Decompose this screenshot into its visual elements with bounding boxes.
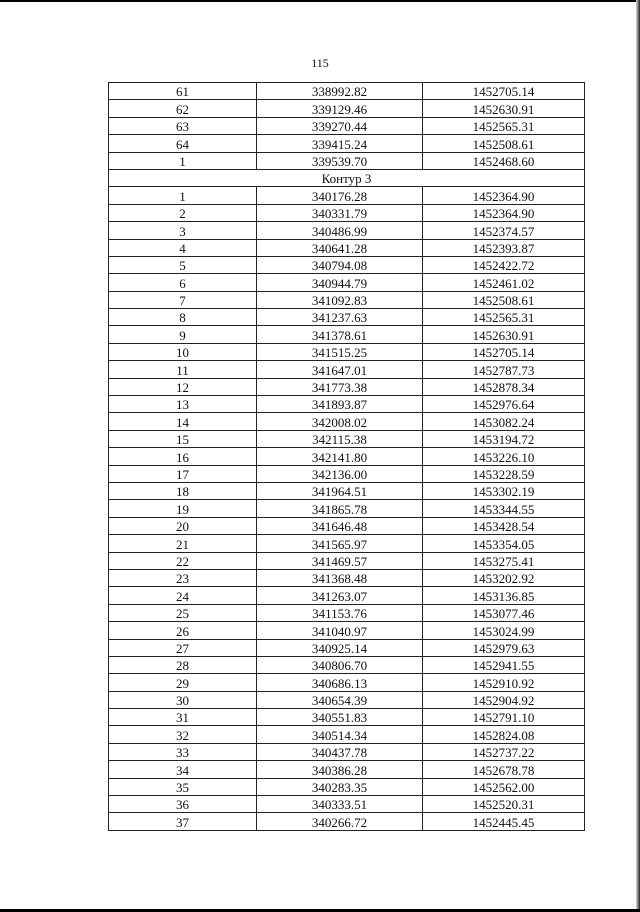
y-coordinate-cell: 1452364.90 bbox=[423, 204, 585, 221]
y-coordinate-cell: 1452941.55 bbox=[423, 656, 585, 673]
x-coordinate-cell: 339539.70 bbox=[257, 152, 423, 169]
y-coordinate-cell: 1452824.08 bbox=[423, 726, 585, 743]
x-coordinate-cell: 340686.13 bbox=[257, 674, 423, 691]
y-coordinate-cell: 1453226.10 bbox=[423, 448, 585, 465]
point-number-cell: 64 bbox=[109, 135, 257, 152]
y-coordinate-cell: 1452565.31 bbox=[423, 117, 585, 134]
x-coordinate-cell: 338992.82 bbox=[257, 83, 423, 100]
table-row bbox=[109, 187, 585, 204]
table-row bbox=[109, 256, 585, 273]
y-coordinate-cell: 1453275.41 bbox=[423, 552, 585, 569]
x-coordinate-cell: 341565.97 bbox=[257, 535, 423, 552]
table-row bbox=[109, 204, 585, 221]
y-coordinate-cell: 1452910.92 bbox=[423, 674, 585, 691]
point-number-cell: 21 bbox=[109, 535, 257, 552]
point-number-cell: 27 bbox=[109, 639, 257, 656]
point-number-cell: 61 bbox=[109, 83, 257, 100]
point-number-cell: 2 bbox=[109, 204, 257, 221]
point-number-cell: 31 bbox=[109, 709, 257, 726]
x-coordinate-cell: 341263.07 bbox=[257, 587, 423, 604]
x-coordinate-cell: 341378.61 bbox=[257, 326, 423, 343]
x-coordinate-cell: 342115.38 bbox=[257, 430, 423, 447]
x-coordinate-cell: 340437.78 bbox=[257, 743, 423, 760]
x-coordinate-cell: 341646.48 bbox=[257, 517, 423, 534]
point-number-cell: 15 bbox=[109, 430, 257, 447]
point-number-cell: 8 bbox=[109, 309, 257, 326]
y-coordinate-cell: 1452520.31 bbox=[423, 796, 585, 813]
x-coordinate-cell: 340925.14 bbox=[257, 639, 423, 656]
point-number-cell: 18 bbox=[109, 482, 257, 499]
x-coordinate-cell: 340386.28 bbox=[257, 761, 423, 778]
y-coordinate-cell: 1452787.73 bbox=[423, 361, 585, 378]
table-row bbox=[109, 274, 585, 291]
table-row bbox=[109, 761, 585, 778]
y-coordinate-cell: 1452979.63 bbox=[423, 639, 585, 656]
x-coordinate-cell: 340514.34 bbox=[257, 726, 423, 743]
x-coordinate-cell: 341515.25 bbox=[257, 343, 423, 360]
y-coordinate-cell: 1453302.19 bbox=[423, 482, 585, 499]
point-number-cell: 9 bbox=[109, 326, 257, 343]
table-row bbox=[109, 83, 585, 100]
table-row bbox=[109, 482, 585, 499]
y-coordinate-cell: 1452393.87 bbox=[423, 239, 585, 256]
x-coordinate-cell: 340641.28 bbox=[257, 239, 423, 256]
x-coordinate-cell: 340176.28 bbox=[257, 187, 423, 204]
y-coordinate-cell: 1452737.22 bbox=[423, 743, 585, 760]
point-number-cell: 7 bbox=[109, 291, 257, 308]
x-coordinate-cell: 339129.46 bbox=[257, 100, 423, 117]
point-number-cell: 28 bbox=[109, 656, 257, 673]
table-row bbox=[109, 500, 585, 517]
point-number-cell: 14 bbox=[109, 413, 257, 430]
point-number-cell: 62 bbox=[109, 100, 257, 117]
y-coordinate-cell: 1453077.46 bbox=[423, 604, 585, 621]
table-row bbox=[109, 517, 585, 534]
point-number-cell: 19 bbox=[109, 500, 257, 517]
table-row bbox=[109, 239, 585, 256]
y-coordinate-cell: 1453024.99 bbox=[423, 622, 585, 639]
table-row bbox=[109, 587, 585, 604]
y-coordinate-cell: 1453344.55 bbox=[423, 500, 585, 517]
point-number-cell: 16 bbox=[109, 448, 257, 465]
point-number-cell: 3 bbox=[109, 222, 257, 239]
x-coordinate-cell: 340266.72 bbox=[257, 813, 423, 830]
table-row bbox=[109, 604, 585, 621]
x-coordinate-cell: 341865.78 bbox=[257, 500, 423, 517]
y-coordinate-cell: 1453428.54 bbox=[423, 517, 585, 534]
table-row bbox=[109, 656, 585, 673]
table-row bbox=[109, 639, 585, 656]
table-row bbox=[109, 100, 585, 117]
table-row bbox=[109, 448, 585, 465]
y-coordinate-cell: 1453202.92 bbox=[423, 569, 585, 586]
x-coordinate-cell: 341092.83 bbox=[257, 291, 423, 308]
point-number-cell: 11 bbox=[109, 361, 257, 378]
y-coordinate-cell: 1452705.14 bbox=[423, 83, 585, 100]
point-number-cell: 32 bbox=[109, 726, 257, 743]
y-coordinate-cell: 1453194.72 bbox=[423, 430, 585, 447]
table-row bbox=[109, 813, 585, 830]
table-row bbox=[109, 135, 585, 152]
point-number-cell: 1 bbox=[109, 187, 257, 204]
point-number-cell: 5 bbox=[109, 256, 257, 273]
x-coordinate-cell: 340794.08 bbox=[257, 256, 423, 273]
point-number-cell: 37 bbox=[109, 813, 257, 830]
y-coordinate-cell: 1452468.60 bbox=[423, 152, 585, 169]
table-row bbox=[109, 552, 585, 569]
x-coordinate-cell: 340283.35 bbox=[257, 778, 423, 795]
y-coordinate-cell: 1452678.78 bbox=[423, 761, 585, 778]
x-coordinate-cell: 341368.48 bbox=[257, 569, 423, 586]
point-number-cell: 4 bbox=[109, 239, 257, 256]
table-row bbox=[109, 691, 585, 708]
y-coordinate-cell: 1452878.34 bbox=[423, 378, 585, 395]
section-header-row bbox=[109, 169, 585, 186]
y-coordinate-cell: 1452791.10 bbox=[423, 709, 585, 726]
point-number-cell: 29 bbox=[109, 674, 257, 691]
x-coordinate-cell: 341237.63 bbox=[257, 309, 423, 326]
y-coordinate-cell: 1452422.72 bbox=[423, 256, 585, 273]
point-number-cell: 30 bbox=[109, 691, 257, 708]
x-coordinate-cell: 340944.79 bbox=[257, 274, 423, 291]
table-row bbox=[109, 430, 585, 447]
y-coordinate-cell: 1453228.59 bbox=[423, 465, 585, 482]
table-row bbox=[109, 413, 585, 430]
coordinates-table-body bbox=[109, 83, 585, 831]
table-row bbox=[109, 117, 585, 134]
table-row bbox=[109, 743, 585, 760]
table-row bbox=[109, 622, 585, 639]
y-coordinate-cell: 1452565.31 bbox=[423, 309, 585, 326]
x-coordinate-cell: 341893.87 bbox=[257, 396, 423, 413]
x-coordinate-cell: 340806.70 bbox=[257, 656, 423, 673]
x-coordinate-cell: 341469.57 bbox=[257, 552, 423, 569]
x-coordinate-cell: 342141.80 bbox=[257, 448, 423, 465]
table-row bbox=[109, 378, 585, 395]
x-coordinate-cell: 341964.51 bbox=[257, 482, 423, 499]
point-number-cell: 33 bbox=[109, 743, 257, 760]
table-row bbox=[109, 309, 585, 326]
point-number-cell: 10 bbox=[109, 343, 257, 360]
table-row bbox=[109, 535, 585, 552]
x-coordinate-cell: 341647.01 bbox=[257, 361, 423, 378]
y-coordinate-cell: 1452461.02 bbox=[423, 274, 585, 291]
x-coordinate-cell: 339270.44 bbox=[257, 117, 423, 134]
y-coordinate-cell: 1452904.92 bbox=[423, 691, 585, 708]
table-row bbox=[109, 291, 585, 308]
x-coordinate-cell: 339415.24 bbox=[257, 135, 423, 152]
y-coordinate-cell: 1453136.85 bbox=[423, 587, 585, 604]
x-coordinate-cell: 341773.38 bbox=[257, 378, 423, 395]
y-coordinate-cell: 1452508.61 bbox=[423, 135, 585, 152]
point-number-cell: 23 bbox=[109, 569, 257, 586]
point-number-cell: 22 bbox=[109, 552, 257, 569]
section-title: Контур 3 bbox=[109, 169, 585, 186]
y-coordinate-cell: 1452630.91 bbox=[423, 100, 585, 117]
table-row bbox=[109, 396, 585, 413]
table-row bbox=[109, 569, 585, 586]
scan-edge-top bbox=[0, 0, 640, 2]
table-row bbox=[109, 361, 585, 378]
table-row bbox=[109, 674, 585, 691]
y-coordinate-cell: 1452630.91 bbox=[423, 326, 585, 343]
y-coordinate-cell: 1453082.24 bbox=[423, 413, 585, 430]
page-number: 115 bbox=[311, 56, 329, 70]
x-coordinate-cell: 340333.51 bbox=[257, 796, 423, 813]
y-coordinate-cell: 1452508.61 bbox=[423, 291, 585, 308]
table-row bbox=[109, 465, 585, 482]
point-number-cell: 26 bbox=[109, 622, 257, 639]
table-row bbox=[109, 222, 585, 239]
table-row bbox=[109, 343, 585, 360]
table-row bbox=[109, 778, 585, 795]
x-coordinate-cell: 342008.02 bbox=[257, 413, 423, 430]
table-row bbox=[109, 796, 585, 813]
y-coordinate-cell: 1452705.14 bbox=[423, 343, 585, 360]
table-row bbox=[109, 726, 585, 743]
x-coordinate-cell: 340486.99 bbox=[257, 222, 423, 239]
point-number-cell: 1 bbox=[109, 152, 257, 169]
table-row bbox=[109, 709, 585, 726]
x-coordinate-cell: 340331.79 bbox=[257, 204, 423, 221]
y-coordinate-cell: 1452374.57 bbox=[423, 222, 585, 239]
y-coordinate-cell: 1452562.00 bbox=[423, 778, 585, 795]
y-coordinate-cell: 1452364.90 bbox=[423, 187, 585, 204]
x-coordinate-cell: 342136.00 bbox=[257, 465, 423, 482]
x-coordinate-cell: 340551.83 bbox=[257, 709, 423, 726]
table-row bbox=[109, 326, 585, 343]
x-coordinate-cell: 341040.97 bbox=[257, 622, 423, 639]
point-number-cell: 35 bbox=[109, 778, 257, 795]
point-number-cell: 12 bbox=[109, 378, 257, 395]
point-number-cell: 34 bbox=[109, 761, 257, 778]
scan-edge-right bbox=[636, 0, 640, 912]
y-coordinate-cell: 1453354.05 bbox=[423, 535, 585, 552]
y-coordinate-cell: 1452976.64 bbox=[423, 396, 585, 413]
x-coordinate-cell: 341153.76 bbox=[257, 604, 423, 621]
point-number-cell: 63 bbox=[109, 117, 257, 134]
point-number-cell: 36 bbox=[109, 796, 257, 813]
x-coordinate-cell: 340654.39 bbox=[257, 691, 423, 708]
coordinates-table bbox=[108, 82, 585, 831]
point-number-cell: 17 bbox=[109, 465, 257, 482]
point-number-cell: 24 bbox=[109, 587, 257, 604]
point-number-cell: 25 bbox=[109, 604, 257, 621]
y-coordinate-cell: 1452445.45 bbox=[423, 813, 585, 830]
point-number-cell: 6 bbox=[109, 274, 257, 291]
table-row bbox=[109, 152, 585, 169]
point-number-cell: 20 bbox=[109, 517, 257, 534]
point-number-cell: 13 bbox=[109, 396, 257, 413]
